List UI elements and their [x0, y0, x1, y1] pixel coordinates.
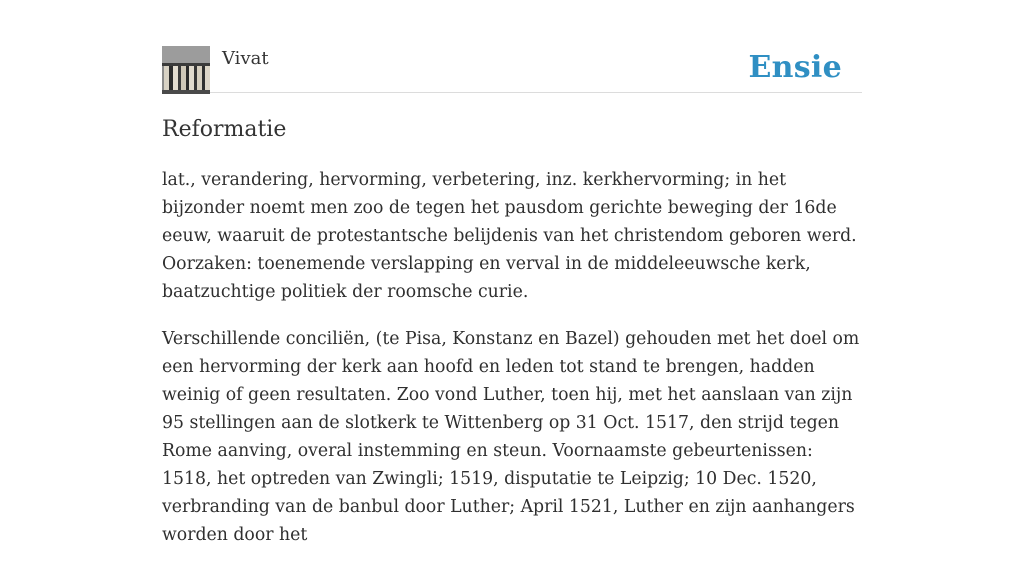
- source-name[interactable]: Vivat: [222, 48, 269, 69]
- article-title: Reformatie: [162, 117, 287, 142]
- page-header: [162, 46, 862, 93]
- article: [162, 114, 862, 568]
- article-paragraph: lat., verandering, hervorming, verbetering, inz. kerkhervorming; in het bijzonder noemt men zoo de tegen het pausdom gerichte beweging der 16de eeuw, waaruit de protestantsche belijdenis van het christendom geboren werd. Oorzaken: toenemende verslapping en verval in de middeleeuwsche kerk, baatzuchtige politiek der roomsche curie.: [162, 170, 857, 302]
- brand-logo[interactable]: Ensie: [748, 50, 842, 85]
- article-paragraph: Verschillende conciliën, (te Pisa, Konstanz en Bazel) gehouden met het doel om een hervorming der kerk aan hoofd en leden tot stand te brengen, hadden weinig of geen resultaten. Zoo vond Luther, toen hij, met het aanslaan van zijn 95 stellingen aan de slotkerk te Wittenberg op 31 Oct. 1517, den strijd tegen Rome aanving, overal instemming en steun. Voornaamste gebeurtenissen: 1518, het optreden van Zwingli; 1519, disputatie te Leipzig; 10 Dec. 1520, verbranding van de banbul door Luther; April 1521, Luther en zijn aanhangers worden door het: [162, 329, 860, 545]
- book-spines-icon: [162, 46, 210, 94]
- source-avatar[interactable]: [162, 46, 210, 94]
